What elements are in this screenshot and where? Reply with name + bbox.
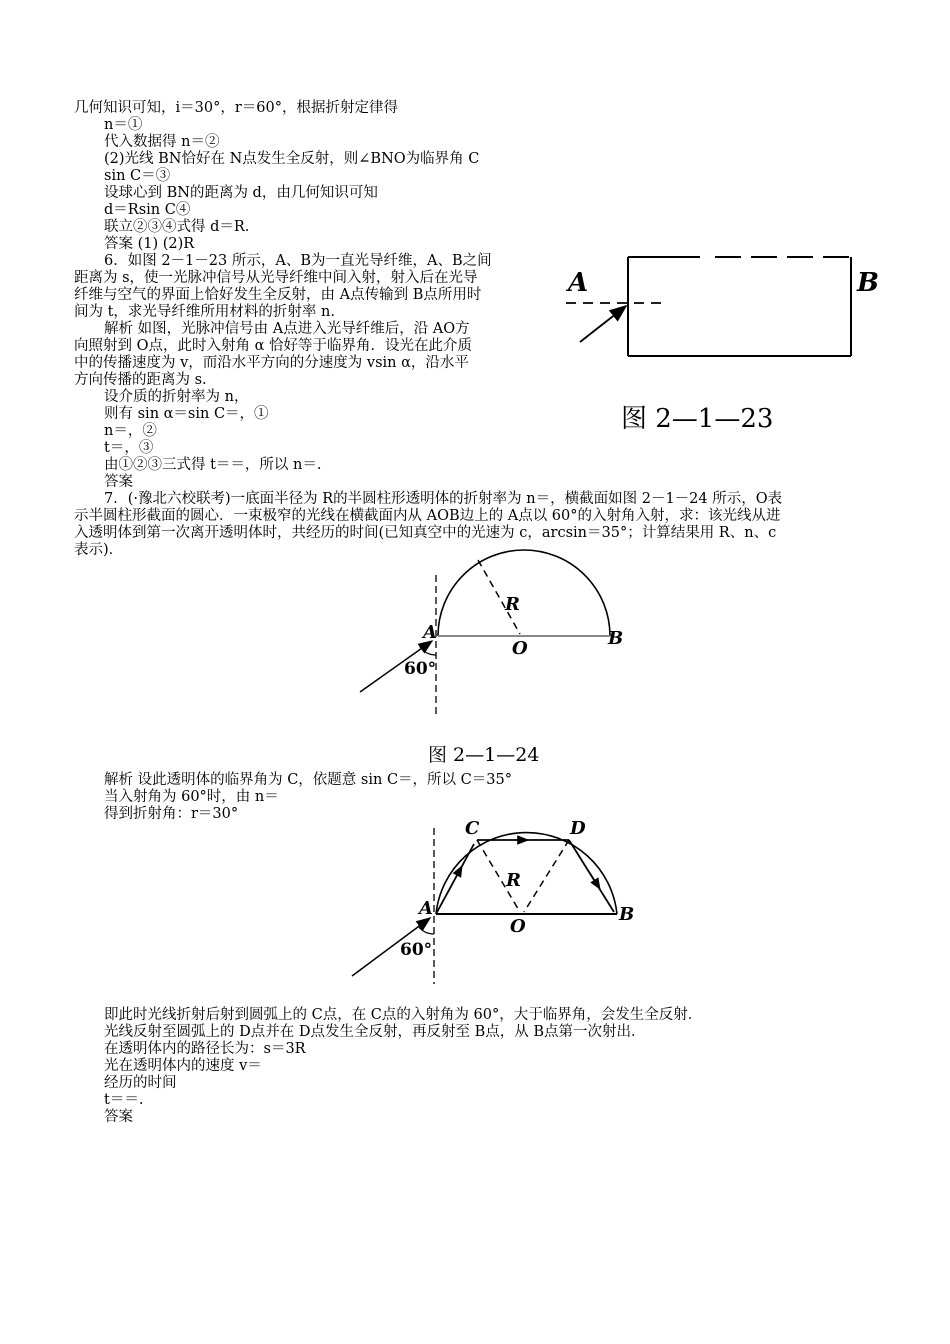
label-b: B	[608, 628, 624, 649]
text-line: 解析 设此透明体的临界角为 C，依题意 sin C＝，所以 C＝35°	[104, 772, 512, 788]
text-line: 中的传播速度为 v，而沿水平方向的分速度为 vsin α，沿水平	[74, 355, 469, 371]
text-line: 表示)．	[74, 542, 124, 558]
label-a: A	[419, 898, 433, 919]
label-d: D	[570, 818, 586, 839]
text-line: 答案	[104, 474, 133, 490]
figure-caption: 图 2—1—23	[621, 404, 774, 434]
text-line: 几何知识可知，i＝30°，r＝60°，根据折射定律得	[74, 100, 398, 116]
text-line: 光线反射至圆弧上的 D点并在 D点发生全反射，再反射至 B点，从 B点第一次射出．	[104, 1024, 646, 1040]
text-line: sin C＝③	[104, 168, 171, 184]
text-line: 则有 sin α＝sin C＝，①	[104, 406, 269, 422]
text-line: n＝，②	[104, 423, 157, 439]
text-line: (2)光线 BN恰好在 N点发生全反射，则∠BNO为临界角 C	[104, 151, 480, 167]
text-line: 得到折射角：r＝30°	[104, 806, 239, 822]
angle-arc	[418, 926, 434, 934]
text-line: 经历的时间	[104, 1075, 177, 1091]
text-line: 设球心到 BN的距离为 d，由几何知识可知	[104, 185, 378, 201]
radius-od	[524, 840, 569, 912]
text-line: d＝Rsin C④	[104, 202, 191, 218]
text-line: 设介质的折射率为 n，	[104, 389, 249, 405]
label-o: O	[510, 916, 526, 937]
text-line: 6．如图 2－1－23 所示，A、B为一直光导纤维，A、B之间	[104, 253, 492, 269]
text-line: 纤维与空气的界面上恰好发生全反射，由 A点传输到 B点所用时	[74, 287, 482, 303]
text-line: 答案 (1) (2)R	[104, 236, 195, 252]
text-line: 7．(·豫北六校联考)一底面半径为 R的半圆柱形透明体的折射率为 n＝，横截面如图 2－1－24 所示，O表	[104, 491, 783, 507]
text-line: 距离为 s，使一光脉冲信号从光导纤维中间入射，射入后在光导	[74, 270, 478, 286]
label-r: R	[506, 870, 521, 891]
text-line: 代入数据得 n＝②	[104, 134, 220, 150]
text-line: 示半圆柱形截面的圆心．一束极窄的光线在横截面内从 AOB边上的 A点以 60°的入射角入射，求：该光线从进	[74, 508, 781, 524]
text-line: t＝＝.	[104, 1092, 144, 1108]
text-line: 联立②③④式得 d＝R.	[104, 219, 250, 235]
label-a: A	[568, 268, 589, 298]
figure-caption: 图 2—1—24	[428, 744, 540, 766]
label-r: R	[505, 594, 520, 615]
text-line: 答案	[104, 1109, 133, 1125]
text-line: t＝，③	[104, 440, 154, 456]
angle-label: 60°	[400, 940, 433, 960]
text-line: 在透明体内的路径长为：s＝3R	[104, 1041, 306, 1057]
label-a: A	[423, 622, 437, 643]
text-line: 光在透明体内的速度 v＝	[104, 1058, 262, 1074]
text-line: 间为 t，求光导纤维所用材料的折射率 n.	[74, 304, 335, 320]
text-line: 即此时光线折射后射到圆弧上的 C点，在 C点的入射角为 60°，大于临界角，会发生全反射．	[104, 1007, 703, 1023]
label-o: O	[512, 638, 528, 659]
text-line: 入透明体到第一次离开透明体时，共经历的时间(已知真空中的光速为 c，arcsin＝35°；计算结果用 R、n、c	[74, 525, 777, 541]
text-line: 方向传播的距离为 s.	[74, 372, 207, 388]
label-b: B	[857, 268, 879, 298]
text-line: 由①②③三式得 t＝＝，所以 n＝.	[104, 457, 322, 473]
label-c: C	[465, 818, 480, 839]
label-b: B	[619, 904, 635, 925]
text-line: 解析 如图，光脉冲信号由 A点进入光导纤维后，沿 AO方	[104, 321, 470, 337]
text-line: n＝①	[104, 117, 143, 133]
text-line: 向照射到 O点，此时入射角 α 恰好等于临界角．设光在此介质	[74, 338, 473, 354]
text-line: 当入射角为 60°时，由 n＝	[104, 789, 279, 805]
angle-label: 60°	[404, 659, 437, 679]
